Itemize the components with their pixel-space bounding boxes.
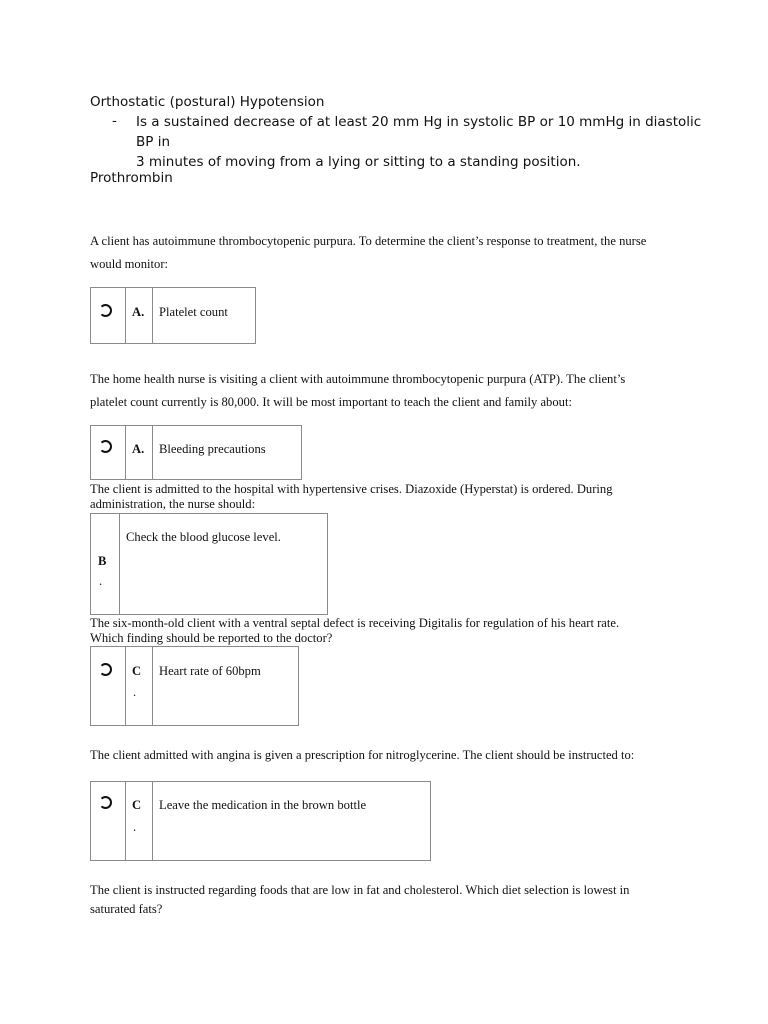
answer-cell	[152, 647, 298, 725]
question-6-line-2: saturated fats?	[90, 902, 163, 916]
bullet-dash: -	[112, 113, 117, 129]
answer-cell	[119, 514, 327, 614]
answer-cell	[152, 426, 301, 479]
question-2-line-1: The home health nurse is visiting a client with autoimmune thrombocytopenic purpura (ATP). The client’s	[90, 372, 626, 386]
question-1-line-2: would monitor:	[90, 257, 169, 271]
question-5-line-1: The client admitted with angina is given a prescription for nitroglycerine. The client should be instructed to:	[90, 748, 635, 762]
question-1-answer-box	[90, 287, 256, 344]
radio-cell	[91, 647, 126, 725]
answer-letter-dot: .	[133, 820, 137, 834]
question-4-answer-box	[90, 646, 299, 726]
question-3-text	[90, 482, 680, 512]
answer-cell	[152, 782, 430, 860]
letter-cell	[91, 514, 120, 614]
letter-cell	[125, 288, 153, 343]
question-3-line-2: administration, the nurse should:	[90, 497, 256, 511]
answer-letter: B	[98, 554, 107, 568]
answer-letter: C	[132, 664, 142, 678]
question-2-answer-box	[90, 425, 302, 480]
question-1-line-1: A client has autoimmune thrombocytopenic purpura. To determine the client’s response to treatment, the nurse	[90, 234, 647, 248]
letter-cell	[125, 647, 153, 725]
radio-button-icon[interactable]	[99, 796, 112, 809]
question-1-text	[90, 230, 680, 276]
orthostatic-definition-line-1: Is a sustained decrease of at least 20 mm Hg in systolic BP or 10 mmHg in diastolic BP in	[136, 114, 702, 150]
orthostatic-definition	[136, 112, 716, 172]
radio-cell	[91, 782, 126, 860]
radio-cell	[91, 288, 126, 343]
answer-letter: A.	[132, 305, 145, 319]
letter-cell	[125, 426, 153, 479]
answer-letter: A.	[132, 442, 145, 456]
question-5-answer-box	[90, 781, 431, 861]
question-3-answer-box	[90, 513, 328, 615]
question-4-line-1: The six-month-old client with a ventral septal defect is receiving Digitalis for regulation of his heart rate.	[90, 616, 620, 630]
answer-letter-dot: .	[99, 574, 103, 588]
question-5-text	[90, 747, 680, 763]
radio-button-icon[interactable]	[99, 440, 112, 453]
prothrombin-heading: Prothrombin	[90, 170, 173, 186]
question-4-text	[90, 616, 680, 646]
question-6-text	[90, 881, 680, 919]
answer-letter-dot: .	[133, 685, 137, 699]
answer-text: Check the blood glucose level.	[126, 530, 281, 544]
radio-button-icon[interactable]	[99, 304, 112, 317]
question-2-line-2: platelet count currently is 80,000. It will be most important to teach the client and family about:	[90, 395, 572, 409]
question-2-text	[90, 368, 680, 414]
radio-cell	[91, 426, 126, 479]
answer-cell	[152, 288, 255, 343]
answer-text: Leave the medication in the brown bottle	[159, 798, 367, 812]
answer-letter: C	[132, 798, 142, 812]
question-3-line-1: The client is admitted to the hospital with hypertensive crises. Diazoxide (Hyperstat) is ordered. During	[90, 482, 613, 496]
radio-button-icon[interactable]	[99, 663, 112, 676]
orthostatic-hypotension-heading: Orthostatic (postural) Hypotension	[90, 94, 325, 110]
answer-text: Heart rate of 60bpm	[159, 664, 261, 678]
question-4-line-2: Which finding should be reported to the doctor?	[90, 631, 333, 645]
answer-text: Bleeding precautions	[159, 442, 266, 456]
question-6-line-1: The client is instructed regarding foods that are low in fat and cholesterol. Which diet selection is lowest in	[90, 883, 630, 897]
letter-cell	[125, 782, 153, 860]
orthostatic-definition-line-2: 3 minutes of moving from a lying or sitting to a standing position.	[136, 154, 581, 170]
answer-text: Platelet count	[159, 305, 228, 319]
